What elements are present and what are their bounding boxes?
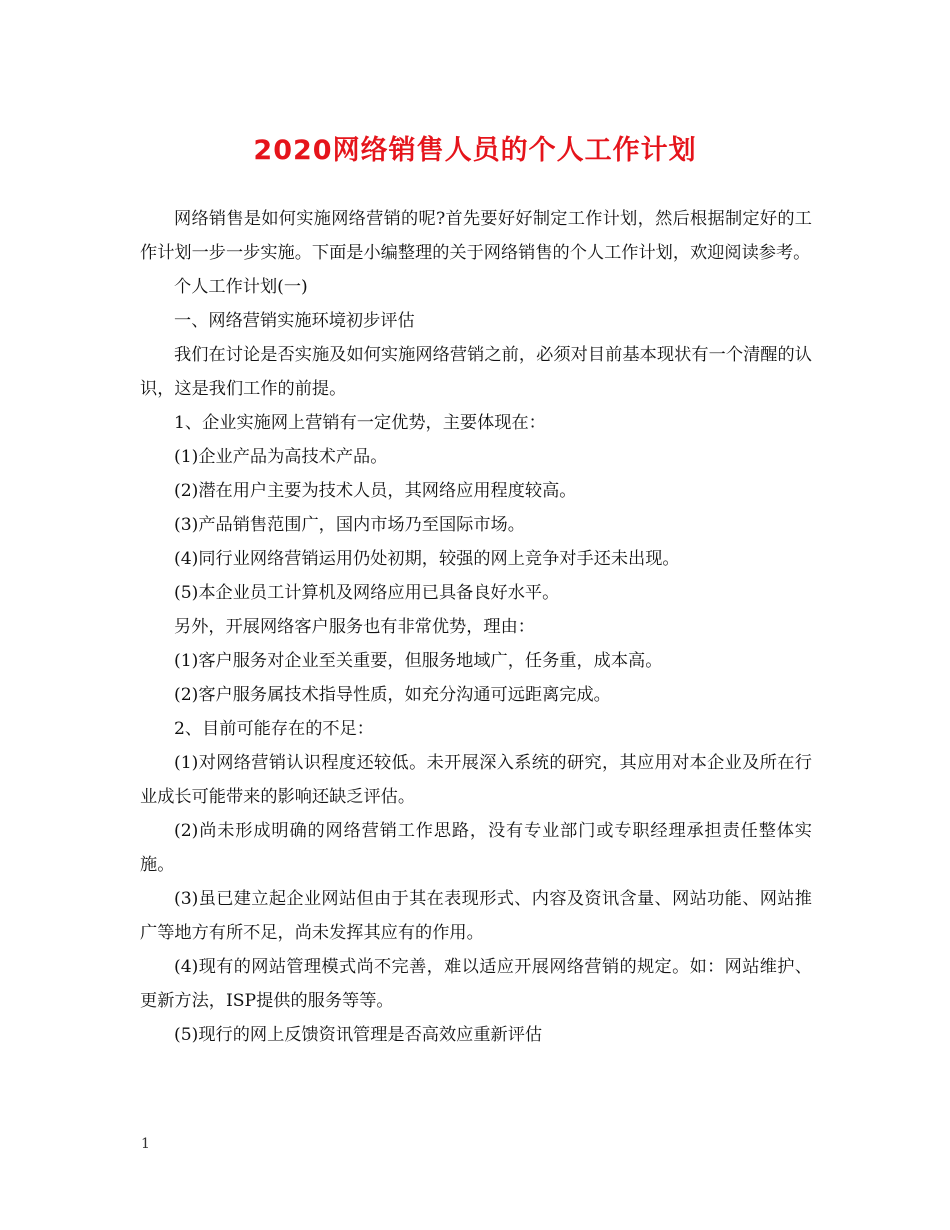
paragraph: (1)客户服务对企业至关重要，但服务地域广，任务重，成本高。 [174, 651, 663, 671]
paragraph: (2)尚未形成明确的网络营销工作思路，没有专业部门或专职经理承担责任整体实施。 [140, 821, 812, 875]
paragraph: 1、企业实施网上营销有一定优势，主要体现在： [174, 413, 546, 433]
paragraph: 一、网络营销实施环境初步评估 [174, 311, 415, 331]
paragraph: (5)本企业员工计算机及网络应用已具备良好水平。 [174, 583, 560, 603]
document-body [140, 202, 812, 1052]
paragraph: (4)同行业网络营销运用仍处初期，较强的网上竞争对手还未出现。 [174, 549, 680, 569]
page-number: 1 [141, 1136, 150, 1152]
paragraph: (2)客户服务属技术指导性质，如充分沟通可远距离完成。 [174, 685, 611, 705]
paragraph: (5)现行的网上反馈资讯管理是否高效应重新评估 [174, 1025, 543, 1045]
paragraph: 另外，开展网络客户服务也有非常优势，理由： [174, 617, 535, 637]
paragraph: (4)现有的网站管理模式尚不完善，难以适应开展网络营销的规定。如：网站维护、更新方法，ISP提供的服务等等。 [140, 957, 812, 1011]
paragraph: 我们在讨论是否实施及如何实施网络营销之前，必须对目前基本现状有一个清醒的认识，这是我们工作的前提。 [140, 345, 812, 399]
document-title: 2020网络销售人员的个人工作计划 [253, 135, 697, 166]
paragraph: (3)产品销售范围广，国内市场乃至国际市场。 [174, 515, 525, 535]
paragraph: (2)潜在用户主要为技术人员，其网络应用程度较高。 [174, 481, 577, 501]
paragraph: (1)企业产品为高技术产品。 [174, 447, 388, 467]
paragraph: 个人工作计划(一) [174, 277, 308, 297]
paragraph: 网络销售是如何实施网络营销的呢?首先要好好制定工作计划，然后根据制定好的工作计划一步一步实施。下面是小编整理的关于网络销售的个人工作计划，欢迎阅读参考。 [140, 209, 812, 263]
paragraph: (3)虽已建立起企业网站但由于其在表现形式、内容及资讯含量、网站功能、网站推广等地方有所不足，尚未发挥其应有的作用。 [140, 889, 812, 943]
paragraph: (1)对网络营销认识程度还较低。未开展深入系统的研究，其应用对本企业及所在行业成长可能带来的影响还缺乏评估。 [140, 753, 812, 807]
paragraph: 2、目前可能存在的不足： [174, 719, 374, 739]
